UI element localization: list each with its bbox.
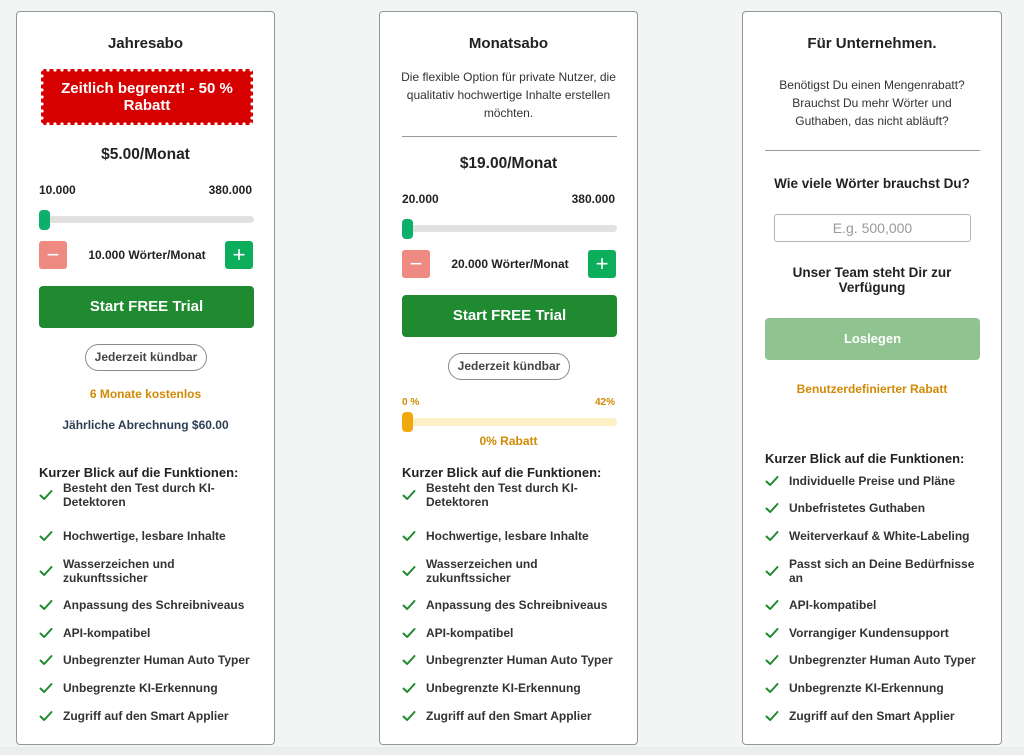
feature-item: [39, 557, 258, 585]
feature-item: [402, 481, 621, 509]
feature-label: Zugriff auf den Smart Applier: [63, 709, 229, 723]
feature-item: [39, 709, 258, 723]
divider: [402, 136, 617, 137]
feature-label: Wasserzeichen und zukunftssicher: [426, 557, 538, 585]
checkmark-icon: [765, 475, 779, 487]
discount-max-label: 42%: [594, 397, 615, 408]
limited-offer-badge: [41, 69, 253, 125]
decrease-words-button[interactable]: −: [402, 250, 430, 278]
feature-label: Unbegrenzter Human Auto Typer: [789, 653, 976, 667]
decrease-words-button[interactable]: −: [39, 241, 67, 269]
feature-label: Unbegrenzter Human Auto Typer: [63, 653, 250, 667]
page-bottom-strip: [0, 747, 1024, 755]
range-min-label: 10.000: [39, 183, 76, 197]
plan-card-business: [742, 11, 1002, 745]
start-free-trial-button[interactable]: Start FREE Trial: [39, 286, 254, 328]
feature-label: Weiterverkauf & White-Labeling: [789, 529, 970, 543]
feature-label: Hochwertige, lesbare Inhalte: [63, 529, 226, 543]
feature-item: [39, 653, 258, 667]
checkmark-icon: [402, 565, 416, 577]
checkmark-icon: [765, 710, 779, 722]
feature-label: API-kompatibel: [63, 626, 151, 640]
feature-item: [402, 598, 621, 612]
checkmark-icon: [39, 710, 53, 722]
feature-item: [765, 598, 985, 612]
divider: [765, 150, 980, 151]
checkmark-icon: [765, 530, 779, 542]
word-slider-thumb[interactable]: [39, 210, 50, 230]
increase-words-button[interactable]: +: [225, 241, 253, 269]
plan-title: Jahresabo: [107, 35, 184, 52]
feature-label: Passt sich an Deine Bedürfnisse an: [789, 557, 975, 585]
feature-label: Besteht den Test durch KI-Detektoren: [426, 481, 578, 509]
badge-text: Zeitlich begrenzt! - 50 % Rabatt: [61, 80, 233, 114]
feature-item: [39, 598, 258, 612]
feature-label: Unbefristetes Guthaben: [789, 501, 926, 515]
feature-label: Unbegrenzte KI-Erkennung: [63, 681, 218, 695]
feature-label: Zugriff auf den Smart Applier: [789, 709, 955, 723]
feature-label: Zugriff auf den Smart Applier: [426, 709, 592, 723]
plan-description: Benötigst Du einen Mengenrabatt? Brauchst Du mehr Wörter und Guthaben, das nicht abläuft?: [779, 78, 965, 128]
start-free-trial-button[interactable]: Start FREE Trial: [402, 295, 617, 337]
checkmark-icon: [765, 682, 779, 694]
free-months-label: 6 Monate kostenlos: [89, 387, 202, 401]
feature-item: [39, 626, 258, 640]
features-heading: Kurzer Blick auf die Funktionen:: [402, 465, 602, 480]
checkmark-icon: [39, 682, 53, 694]
checkmark-icon: [39, 489, 53, 501]
checkmark-icon: [765, 565, 779, 577]
feature-item: [765, 557, 985, 585]
plan-price: $5.00/Monat: [101, 146, 190, 163]
feature-item: [765, 529, 985, 543]
plan-card-monthly: [379, 11, 638, 745]
feature-item: [765, 501, 985, 515]
discount-track: [402, 418, 617, 426]
increase-words-button[interactable]: +: [588, 250, 616, 278]
features-heading: Kurzer Blick auf die Funktionen:: [39, 465, 239, 480]
feature-item: [765, 709, 985, 723]
feature-label: Wasserzeichen und zukunftssicher: [63, 557, 175, 585]
checkmark-icon: [402, 599, 416, 611]
feature-item: [402, 626, 621, 640]
feature-item: [402, 653, 621, 667]
range-max-label: 380.000: [571, 192, 615, 206]
feature-item: [765, 653, 985, 667]
checkmark-icon: [39, 654, 53, 666]
feature-label: Anpassung des Schreibniveaus: [63, 598, 245, 612]
checkmark-icon: [39, 565, 53, 577]
team-available-text: Unser Team steht Dir zur Verfügung: [792, 265, 952, 295]
feature-item: [39, 681, 258, 695]
range-max-label: 380.000: [208, 183, 252, 197]
checkmark-icon: [402, 654, 416, 666]
cancel-anytime-pill: Jederzeit kündbar: [85, 344, 207, 371]
feature-item: [402, 529, 621, 543]
feature-item: [765, 626, 985, 640]
words-question: Wie viele Wörter brauchst Du?: [774, 176, 970, 191]
plan-title: Monatsabo: [468, 35, 549, 52]
discount-label: 0% Rabatt: [479, 434, 538, 448]
get-started-button[interactable]: Loslegen: [765, 318, 980, 360]
checkmark-icon: [765, 502, 779, 514]
range-min-label: 20.000: [402, 192, 439, 206]
feature-item: [402, 557, 621, 585]
word-slider-track[interactable]: [39, 216, 254, 223]
plan-card-annual: [16, 11, 275, 745]
feature-label: Unbegrenzter Human Auto Typer: [426, 653, 613, 667]
cancel-anytime-pill: Jederzeit kündbar: [448, 353, 570, 380]
discount-thumb: [402, 412, 413, 432]
checkmark-icon: [402, 627, 416, 639]
checkmark-icon: [402, 682, 416, 694]
word-slider-track[interactable]: [402, 225, 617, 232]
checkmark-icon: [765, 654, 779, 666]
checkmark-icon: [39, 599, 53, 611]
feature-label: Individuelle Preise und Pläne: [789, 474, 956, 488]
word-slider-thumb[interactable]: [402, 219, 413, 239]
discount-min-label: 0 %: [402, 397, 420, 408]
checkmark-icon: [39, 530, 53, 542]
feature-label: API-kompatibel: [789, 598, 877, 612]
feature-label: Hochwertige, lesbare Inhalte: [426, 529, 589, 543]
checkmark-icon: [765, 627, 779, 639]
feature-item: [765, 474, 985, 488]
feature-label: Besteht den Test durch KI-Detektoren: [63, 481, 215, 509]
words-input[interactable]: E.g. 500,000: [774, 214, 971, 242]
feature-label: Vorrangiger Kundensupport: [789, 626, 949, 640]
feature-item: [765, 681, 985, 695]
feature-item: [402, 681, 621, 695]
checkmark-icon: [402, 710, 416, 722]
feature-label: Unbegrenzte KI-Erkennung: [789, 681, 944, 695]
feature-label: API-kompatibel: [426, 626, 514, 640]
checkmark-icon: [765, 599, 779, 611]
words-per-month: 20.000 Wörter/Monat: [451, 257, 569, 271]
checkmark-icon: [402, 530, 416, 542]
custom-discount-link[interactable]: Benutzerdefinierter Rabatt: [796, 382, 948, 396]
feature-label: Anpassung des Schreibniveaus: [426, 598, 608, 612]
feature-item: [402, 709, 621, 723]
plan-price: $19.00/Monat: [459, 155, 558, 172]
checkmark-icon: [39, 627, 53, 639]
plan-description: Die flexible Option für private Nutzer, die qualitativ hochwertige Inhalte erstellen möchten.: [401, 70, 616, 120]
features-heading: Kurzer Blick auf die Funktionen:: [765, 451, 965, 466]
words-per-month: 10.000 Wörter/Monat: [88, 248, 206, 262]
annual-billing-label: Jährliche Abrechnung $60.00: [62, 418, 229, 432]
checkmark-icon: [402, 489, 416, 501]
feature-item: [39, 481, 258, 509]
feature-item: [39, 529, 258, 543]
plan-title: Für Unternehmen.: [807, 35, 937, 52]
feature-label: Unbegrenzte KI-Erkennung: [426, 681, 581, 695]
